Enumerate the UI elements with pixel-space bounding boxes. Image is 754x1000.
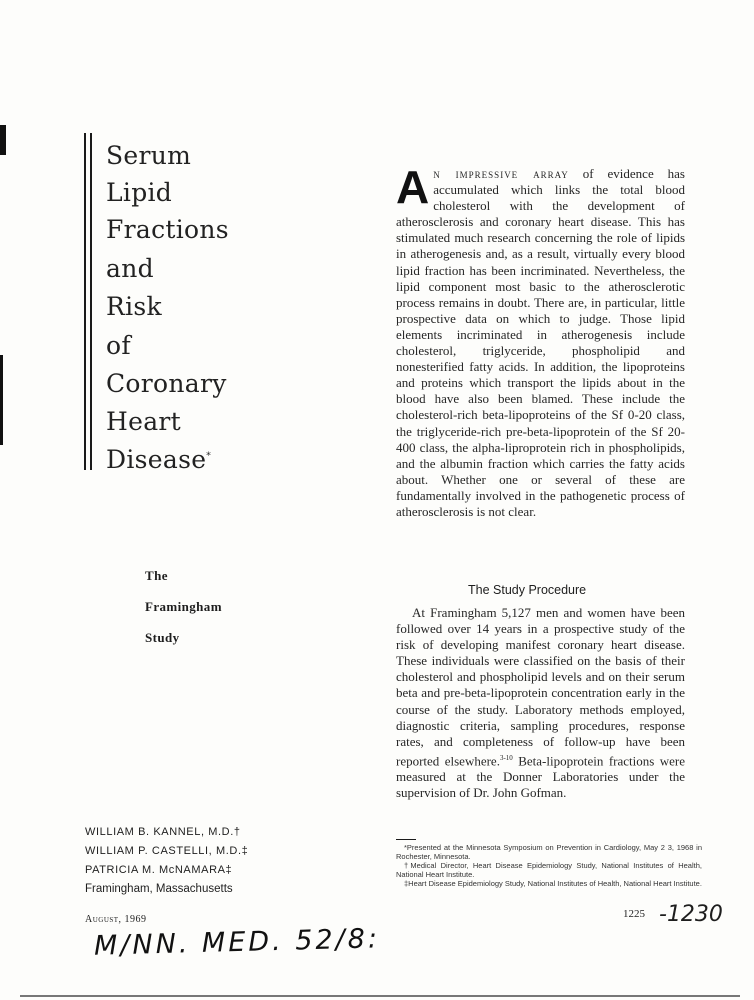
- title-line: Heart: [106, 407, 181, 436]
- title-line: and: [106, 254, 154, 283]
- paragraph-text-end: Beta-lipoprotein fractions were measured at the Donner Laboratories under the supervision of Dr. John Gofman.: [396, 753, 685, 801]
- title-line: Coronary: [106, 369, 227, 398]
- scan-edge-mark: [0, 355, 3, 445]
- handwritten-citation: M/NN. MED. 52/8:: [93, 923, 381, 962]
- page-number: 1225: [623, 908, 645, 920]
- paragraph-text: At Framingham 5,127 men and women have been followed over 14 years in a prospective study of the risk of developing manifest coronary heart disease. These individuals were classified on the basis of their cholesterol and phospholipid levels and on their serum beta and pre-beta-lipoprotein concentration early in the course of the study. Laboratory methods employed, diagnostic criteria, sampling procedures, response rates, and completeness of follow-up have been reported elsewhere.: [396, 605, 685, 769]
- title-rule-inner: [90, 133, 92, 470]
- subtitle-line: Framingham: [145, 599, 222, 614]
- reference-marker: 3-10: [499, 753, 513, 762]
- author-name: PATRICIA M. McNAMARA‡: [85, 864, 233, 876]
- body-column-procedure: [396, 605, 685, 801]
- subtitle-line: The: [145, 568, 168, 583]
- scan-edge-mark: [0, 125, 6, 155]
- title-line: of: [106, 331, 131, 360]
- title-footnote-marker: *: [206, 451, 212, 462]
- publication-date: August, 1969: [85, 914, 147, 925]
- procedure-paragraph: [396, 605, 685, 801]
- body-column-intro: [396, 161, 685, 520]
- footnote: ‡Heart Disease Epidemiology Study, National Institutes of Health, National Heart Institute.: [404, 879, 702, 888]
- title-line: Risk: [106, 292, 162, 321]
- footnote: †Medical Director, Heart Disease Epidemiology Study, National Institutes of Health, National Heart Institute.: [396, 861, 702, 879]
- paragraph-text: of evidence has accumulated which links the total blood cholesterol with the development of atherosclerosis and coronary heart disease. This has stimulated much research concerning the role of lipids in atherogenesis and, as a result, virtually every blood lipid fraction has been incriminated. Nevertheless, the lipid component most basic to the atherosclerotic process remains in doubt. There are, in particular, little prospective data on which to judge. Those lipid elements incriminated in atherogenesis include cholesterol, triglyceride, phospholipid and nonesterified fatty acids. In addition, the lipoproteins and proteins which transport the lipids about in the blood have also been blamed. These include the cholesterol-rich beta-lipoproteins of the Sf 0-20 class, the triglyceride-rich pre-beta-lipoprotein of the Sf 20-400 class, the alpha-liproprotein rich in phospholipids, and the albumin fraction which carries the fatty acids about. Whether one or several of these are fundamentally involved in the pathogenetic process of atherosclerosis is not clear.: [396, 166, 685, 519]
- section-heading: The Study Procedure: [468, 583, 587, 597]
- drop-cap: A: [396, 161, 430, 213]
- footnote: *Presented at the Minnesota Symposium on Prevention in Cardiology, May 2 3, 1968 in Rochester, Minnesota.: [396, 843, 702, 861]
- author-name: WILLIAM B. KANNEL, M.D.†: [85, 826, 241, 838]
- title-last-word: Disease: [106, 445, 207, 474]
- title-line: Fractions: [106, 215, 229, 244]
- title-rule-outer: [84, 133, 86, 470]
- author-name: WILLIAM P. CASTELLI, M.D.‡: [85, 845, 249, 857]
- title-line: Lipid: [106, 178, 173, 207]
- title-line: [106, 447, 211, 472]
- footnote-rule: [396, 839, 416, 840]
- author-location: Framingham, Massachusetts: [85, 883, 233, 895]
- subtitle-line: Study: [145, 630, 180, 645]
- scan-bottom-edge: [20, 995, 740, 997]
- title-line: Serum: [106, 141, 192, 170]
- footnotes: [396, 843, 702, 888]
- lead-in: n impressive array: [433, 166, 569, 181]
- intro-paragraph: [396, 161, 685, 520]
- handwritten-page-range: -1230: [659, 902, 723, 927]
